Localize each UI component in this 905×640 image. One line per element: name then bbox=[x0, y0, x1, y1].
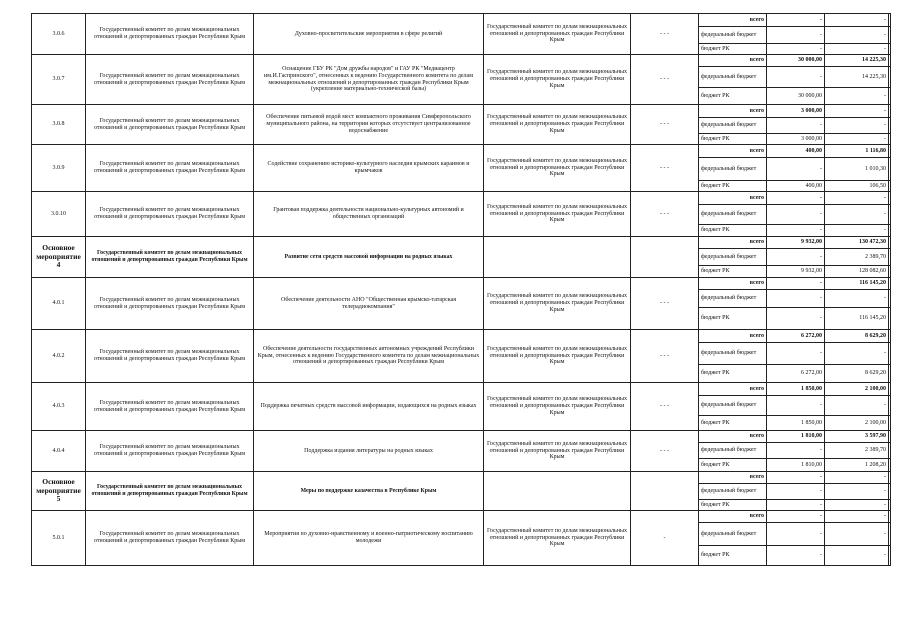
amount-year-2: - bbox=[825, 290, 889, 308]
row-coexecutor: Государственный комитет по делам межнациональных отношений и депортированных граждан Республики Крым bbox=[484, 511, 631, 566]
amount-year-3 bbox=[889, 158, 891, 181]
funding-source: федеральный бюджет bbox=[699, 343, 767, 365]
funding-source: федеральный бюджет bbox=[699, 396, 767, 416]
amount-year-3 bbox=[889, 105, 891, 118]
row-executor: Государственный комитет по делам межнациональных отношений и депортированных граждан Республики Крым bbox=[86, 105, 254, 145]
amount-year-1: 6 272,00 bbox=[767, 330, 825, 343]
amount-year-1: - bbox=[767, 158, 825, 181]
amount-year-3 bbox=[889, 88, 891, 105]
funding-source: бюджет РК bbox=[699, 88, 767, 105]
amount-year-2: - bbox=[825, 523, 889, 546]
table-row bbox=[32, 383, 891, 396]
amount-year-1: 6 272,00 bbox=[767, 365, 825, 383]
amount-year-3 bbox=[889, 266, 891, 278]
row-indicator: - - - bbox=[631, 105, 699, 145]
row-coexecutor: Государственный комитет по делам межнациональных отношений и депортированных граждан Республики Крым bbox=[484, 105, 631, 145]
amount-year-1: - bbox=[767, 249, 825, 266]
funding-source: федеральный бюджет bbox=[699, 158, 767, 181]
row-executor: Государственный комитет по делам межнациональных отношений и депортированных граждан Республики Крым bbox=[86, 278, 254, 330]
amount-year-1: 9 932,00 bbox=[767, 237, 825, 249]
amount-year-3 bbox=[889, 192, 891, 205]
amount-year-1: - bbox=[767, 118, 825, 134]
amount-year-1: - bbox=[767, 27, 825, 44]
funding-source: всего bbox=[699, 472, 767, 484]
amount-year-2: 1 010,30 bbox=[825, 158, 889, 181]
amount-year-2: - bbox=[825, 105, 889, 118]
budget-table bbox=[31, 13, 891, 566]
row-code: Основное мероприятие 4 bbox=[32, 237, 86, 278]
amount-year-1: - bbox=[767, 546, 825, 566]
row-code: 4.0.4 bbox=[32, 431, 86, 472]
table-row bbox=[32, 14, 891, 27]
amount-year-3 bbox=[889, 278, 891, 290]
amount-year-2: - bbox=[825, 14, 889, 27]
amount-year-2: - bbox=[825, 88, 889, 105]
amount-year-1: - bbox=[767, 14, 825, 27]
row-measure-name: Оснащение ГБУ РК "Дом дружбы народов" и ГАУ РК "Медиацентр им.И.Гаспринского", отнесенных к ведению Государственного комитета по делам межнациональных отношений и депортированных граждан Республики Крым (укрепление материально-технической базы) bbox=[254, 55, 484, 105]
amount-year-3 bbox=[889, 365, 891, 383]
amount-year-2: - bbox=[825, 225, 889, 237]
amount-year-1: 400,00 bbox=[767, 181, 825, 192]
row-executor: Государственный комитет по делам межнациональных отношений и депортированных граждан Республики Крым bbox=[86, 192, 254, 237]
amount-year-2: 1 116,80 bbox=[825, 145, 889, 158]
amount-year-2: 106,50 bbox=[825, 181, 889, 192]
amount-year-2: 14 225,30 bbox=[825, 67, 889, 88]
funding-source: федеральный бюджет bbox=[699, 67, 767, 88]
amount-year-1: - bbox=[767, 192, 825, 205]
row-indicator: - - - bbox=[631, 383, 699, 431]
amount-year-3 bbox=[889, 67, 891, 88]
amount-year-2: - bbox=[825, 546, 889, 566]
amount-year-1: 1 810,00 bbox=[767, 431, 825, 443]
row-indicator: - - - bbox=[631, 278, 699, 330]
row-measure-name: Обеспечение деятельности АНО "Общественная крымско-татарская телерадиокомпания" bbox=[254, 278, 484, 330]
funding-source: бюджет РК bbox=[699, 308, 767, 330]
row-executor: Государственный комитет по делам межнациональных отношений и депортированных граждан Республики Крым bbox=[86, 511, 254, 566]
amount-year-2: 3 597,90 bbox=[825, 431, 889, 443]
amount-year-3 bbox=[889, 443, 891, 459]
row-measure-name: Поддержка издания литературы на родных языках bbox=[254, 431, 484, 472]
funding-source: бюджет РК bbox=[699, 500, 767, 511]
amount-year-1: 30 000,00 bbox=[767, 55, 825, 67]
amount-year-2: - bbox=[825, 44, 889, 55]
amount-year-2: - bbox=[825, 484, 889, 500]
amount-year-3 bbox=[889, 383, 891, 396]
amount-year-3 bbox=[889, 546, 891, 566]
amount-year-3 bbox=[889, 237, 891, 249]
row-executor: Государственный комитет по делам межнациональных отношений и депортированных граждан Республики Крым bbox=[86, 145, 254, 192]
row-measure-name: Грантовая поддержка деятельности национально-культурных автономий и общественных организаций bbox=[254, 192, 484, 237]
row-indicator bbox=[631, 472, 699, 511]
amount-year-2: 128 082,60 bbox=[825, 266, 889, 278]
funding-source: всего bbox=[699, 431, 767, 443]
row-coexecutor: Государственный комитет по делам межнациональных отношений и депортированных граждан Республики Крым bbox=[484, 14, 631, 55]
funding-source: всего bbox=[699, 237, 767, 249]
amount-year-2: - bbox=[825, 118, 889, 134]
amount-year-3 bbox=[889, 459, 891, 472]
table-row bbox=[32, 237, 891, 249]
row-executor: Государственный комитет по делам межнациональных отношений и депортированных граждан Республики Крым bbox=[86, 55, 254, 105]
amount-year-1: - bbox=[767, 523, 825, 546]
amount-year-2: - bbox=[825, 511, 889, 523]
row-coexecutor: Государственный комитет по делам межнациональных отношений и депортированных граждан Республики Крым bbox=[484, 192, 631, 237]
amount-year-1: - bbox=[767, 67, 825, 88]
amount-year-1: 9 932,00 bbox=[767, 266, 825, 278]
funding-source: федеральный бюджет bbox=[699, 249, 767, 266]
table-row bbox=[32, 55, 891, 67]
funding-source: всего bbox=[699, 105, 767, 118]
funding-source: федеральный бюджет bbox=[699, 443, 767, 459]
row-code: 5.0.1 bbox=[32, 511, 86, 566]
amount-year-1: - bbox=[767, 343, 825, 365]
row-code: 4.0.1 bbox=[32, 278, 86, 330]
amount-year-1: 400,00 bbox=[767, 145, 825, 158]
row-measure-name: Обеспечение питьевой водой мест компактного проживания Симферопольского муниципального района, на территории которых отсутствует централизованное водоснабжение bbox=[254, 105, 484, 145]
amount-year-2: - bbox=[825, 500, 889, 511]
row-code: 3.0.8 bbox=[32, 105, 86, 145]
row-indicator: - - - bbox=[631, 14, 699, 55]
row-coexecutor: Государственный комитет по делам межнациональных отношений и депортированных граждан Республики Крым bbox=[484, 145, 631, 192]
amount-year-1: - bbox=[767, 472, 825, 484]
amount-year-1: 30 000,00 bbox=[767, 88, 825, 105]
table-row bbox=[32, 511, 891, 523]
amount-year-2: - bbox=[825, 27, 889, 44]
row-coexecutor: Государственный комитет по делам межнациональных отношений и депортированных граждан Республики Крым bbox=[484, 431, 631, 472]
amount-year-1: - bbox=[767, 290, 825, 308]
amount-year-3 bbox=[889, 118, 891, 134]
amount-year-3 bbox=[889, 330, 891, 343]
funding-source: бюджет РК bbox=[699, 546, 767, 566]
row-measure-name: Поддержка печатных средств массовой информации, издающихся на родных языках bbox=[254, 383, 484, 431]
row-indicator: - - - bbox=[631, 145, 699, 192]
amount-year-3 bbox=[889, 14, 891, 27]
row-executor: Государственный комитет по делам межнациональных отношений и депортированных граждан Республики Крым bbox=[86, 237, 254, 278]
table-row bbox=[32, 278, 891, 290]
funding-source: бюджет РК bbox=[699, 134, 767, 145]
row-measure-name: Обеспечение деятельности государственных автономных учреждений Республики Крым, отнесенных к ведению Государственного комитета по делам межнациональных отношений и депортированных граждан Республики Крым bbox=[254, 330, 484, 383]
row-measure-name: Развитие сети средств массовой информации на родных языках bbox=[254, 237, 484, 278]
row-executor: Государственный комитет по делам межнациональных отношений и депортированных граждан Республики Крым bbox=[86, 431, 254, 472]
row-code: 3.0.9 bbox=[32, 145, 86, 192]
funding-source: бюджет РК bbox=[699, 44, 767, 55]
amount-year-1: - bbox=[767, 500, 825, 511]
funding-source: бюджет РК bbox=[699, 181, 767, 192]
table-row bbox=[32, 431, 891, 443]
row-executor: Государственный комитет по делам межнациональных отношений и депортированных граждан Республики Крым bbox=[86, 14, 254, 55]
row-code: 4.0.2 bbox=[32, 330, 86, 383]
row-indicator bbox=[631, 237, 699, 278]
table-row bbox=[32, 330, 891, 343]
amount-year-3 bbox=[889, 290, 891, 308]
amount-year-2: 2 389,70 bbox=[825, 249, 889, 266]
amount-year-1: 1 810,00 bbox=[767, 459, 825, 472]
amount-year-3 bbox=[889, 416, 891, 431]
funding-source: всего bbox=[699, 383, 767, 396]
amount-year-1: 1 850,00 bbox=[767, 416, 825, 431]
amount-year-1: 1 850,00 bbox=[767, 383, 825, 396]
amount-year-3 bbox=[889, 44, 891, 55]
amount-year-3 bbox=[889, 225, 891, 237]
row-code: 3.0.10 bbox=[32, 192, 86, 237]
amount-year-2: 8 629,20 bbox=[825, 365, 889, 383]
amount-year-3 bbox=[889, 396, 891, 416]
row-indicator: - - - bbox=[631, 55, 699, 105]
amount-year-2: 14 225,30 bbox=[825, 55, 889, 67]
funding-source: бюджет РК bbox=[699, 459, 767, 472]
table-row bbox=[32, 472, 891, 484]
amount-year-3 bbox=[889, 484, 891, 500]
funding-source: федеральный бюджет bbox=[699, 290, 767, 308]
amount-year-1: - bbox=[767, 278, 825, 290]
row-code: 3.0.6 bbox=[32, 14, 86, 55]
funding-source: всего bbox=[699, 14, 767, 27]
row-executor: Государственный комитет по делам межнациональных отношений и депортированных граждан Республики Крым bbox=[86, 383, 254, 431]
funding-source: всего bbox=[699, 55, 767, 67]
table-row bbox=[32, 192, 891, 205]
row-measure-name: Мероприятия по духовно-нравственному и военно-патриотическому воспитанию молодежи bbox=[254, 511, 484, 566]
amount-year-1: 3 000,00 bbox=[767, 105, 825, 118]
funding-source: федеральный бюджет bbox=[699, 484, 767, 500]
funding-source: федеральный бюджет bbox=[699, 118, 767, 134]
amount-year-2: - bbox=[825, 192, 889, 205]
amount-year-1: - bbox=[767, 205, 825, 225]
amount-year-1: - bbox=[767, 396, 825, 416]
amount-year-3 bbox=[889, 181, 891, 192]
amount-year-3 bbox=[889, 55, 891, 67]
amount-year-3 bbox=[889, 205, 891, 225]
amount-year-3 bbox=[889, 523, 891, 546]
row-code: Основное мероприятие 5 bbox=[32, 472, 86, 511]
funding-source: бюджет РК bbox=[699, 365, 767, 383]
row-indicator: - bbox=[631, 511, 699, 566]
funding-source: всего bbox=[699, 145, 767, 158]
amount-year-1: - bbox=[767, 44, 825, 55]
row-indicator: - - - bbox=[631, 330, 699, 383]
amount-year-2: - bbox=[825, 472, 889, 484]
row-executor: Государственный комитет по делам межнациональных отношений и депортированных граждан Республики Крым bbox=[86, 472, 254, 511]
amount-year-1: - bbox=[767, 443, 825, 459]
funding-source: федеральный бюджет bbox=[699, 523, 767, 546]
amount-year-3 bbox=[889, 27, 891, 44]
amount-year-1: - bbox=[767, 225, 825, 237]
row-measure-name: Духовно-просветительские мероприятия в сфере религий bbox=[254, 14, 484, 55]
amount-year-3 bbox=[889, 500, 891, 511]
funding-source: бюджет РК bbox=[699, 416, 767, 431]
row-executor: Государственный комитет по делам межнациональных отношений и депортированных граждан Республики Крым bbox=[86, 330, 254, 383]
row-measure-name: Меры по поддержке казачества в Республике Крым bbox=[254, 472, 484, 511]
amount-year-2: 116 145,20 bbox=[825, 308, 889, 330]
funding-source: федеральный бюджет bbox=[699, 205, 767, 225]
row-coexecutor bbox=[484, 472, 631, 511]
row-measure-name: Содействие сохранению историко-культурного наследия крымских караимов и крымчаков bbox=[254, 145, 484, 192]
amount-year-2: 2 100,00 bbox=[825, 383, 889, 396]
row-coexecutor: Государственный комитет по делам межнациональных отношений и депортированных граждан Республики Крым bbox=[484, 330, 631, 383]
amount-year-3 bbox=[889, 249, 891, 266]
amount-year-2: 8 629,20 bbox=[825, 330, 889, 343]
amount-year-2: - bbox=[825, 134, 889, 145]
row-coexecutor: Государственный комитет по делам межнациональных отношений и депортированных граждан Республики Крым bbox=[484, 55, 631, 105]
row-indicator: - - - bbox=[631, 192, 699, 237]
amount-year-2: - bbox=[825, 205, 889, 225]
row-code: 4.0.3 bbox=[32, 383, 86, 431]
amount-year-3 bbox=[889, 431, 891, 443]
amount-year-1: - bbox=[767, 511, 825, 523]
table-row bbox=[32, 105, 891, 118]
row-indicator: - - - bbox=[631, 431, 699, 472]
amount-year-3 bbox=[889, 343, 891, 365]
row-coexecutor: Государственный комитет по делам межнациональных отношений и депортированных граждан Республики Крым bbox=[484, 383, 631, 431]
funding-source: всего bbox=[699, 330, 767, 343]
amount-year-2: 2 389,70 bbox=[825, 443, 889, 459]
row-code: 3.0.7 bbox=[32, 55, 86, 105]
funding-source: бюджет РК bbox=[699, 266, 767, 278]
amount-year-3 bbox=[889, 145, 891, 158]
funding-source: всего bbox=[699, 511, 767, 523]
amount-year-3 bbox=[889, 511, 891, 523]
amount-year-2: 116 145,20 bbox=[825, 278, 889, 290]
amount-year-3 bbox=[889, 472, 891, 484]
funding-source: федеральный бюджет bbox=[699, 27, 767, 44]
row-coexecutor: Государственный комитет по делам межнациональных отношений и депортированных граждан Республики Крым bbox=[484, 278, 631, 330]
funding-source: всего bbox=[699, 278, 767, 290]
amount-year-1: 3 000,00 bbox=[767, 134, 825, 145]
amount-year-2: 1 208,20 bbox=[825, 459, 889, 472]
amount-year-2: - bbox=[825, 343, 889, 365]
amount-year-2: 130 472,30 bbox=[825, 237, 889, 249]
amount-year-2: 2 100,00 bbox=[825, 416, 889, 431]
amount-year-1: - bbox=[767, 484, 825, 500]
row-coexecutor bbox=[484, 237, 631, 278]
funding-source: бюджет РК bbox=[699, 225, 767, 237]
table-row bbox=[32, 145, 891, 158]
amount-year-3 bbox=[889, 134, 891, 145]
amount-year-3 bbox=[889, 308, 891, 330]
funding-source: всего bbox=[699, 192, 767, 205]
amount-year-1: - bbox=[767, 308, 825, 330]
amount-year-2: - bbox=[825, 396, 889, 416]
